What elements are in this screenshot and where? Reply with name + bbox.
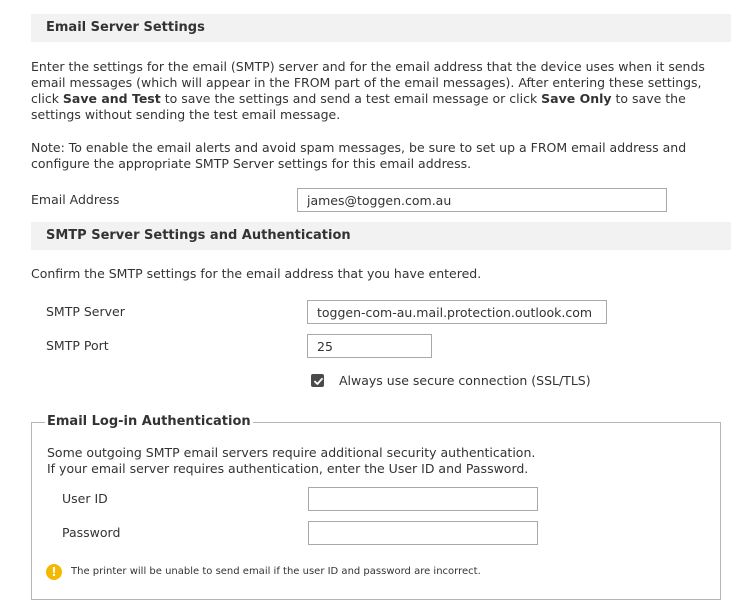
smtp-server-label: SMTP Server — [46, 304, 125, 319]
smtp-confirm-text: Confirm the SMTP settings for the email address that you have entered. — [31, 266, 482, 281]
secure-connection-checkbox[interactable] — [311, 374, 324, 387]
email-server-settings-heading: Email Server Settings — [31, 14, 731, 42]
auth-explanation-line-1: Some outgoing SMTP email servers require additional security authentication. — [47, 445, 536, 460]
intro-text-2: to save the settings and send a test email message or click — [160, 91, 542, 106]
smtp-settings-heading: SMTP Server Settings and Authentication — [31, 222, 731, 250]
user-id-label: User ID — [62, 491, 108, 506]
smtp-port-label: SMTP Port — [46, 338, 109, 353]
password-label: Password — [62, 525, 121, 540]
login-authentication-legend: Email Log-in Authentication — [47, 414, 251, 429]
warning-icon: ! — [46, 564, 62, 580]
intro-text-1: Enter the settings for the email (SMTP) server and for the email address that the device uses when it sends email messages (which will appear in the FROM part of the email messages). After entering these settings, click — [31, 59, 705, 106]
spam-note: Note: To enable the email alerts and avoid spam messages, be sure to set up a FROM email address and configure the appropriate SMTP Server settings for this email address. — [31, 140, 687, 171]
smtp-port-input[interactable] — [307, 334, 432, 358]
user-id-input[interactable] — [308, 487, 538, 511]
smtp-server-input[interactable] — [307, 300, 607, 324]
email-address-label: Email Address — [31, 192, 120, 207]
checkmark-icon — [313, 376, 324, 387]
save-only-reference: Save Only — [541, 91, 612, 106]
secure-connection-label: Always use secure connection (SSL/TLS) — [339, 373, 591, 388]
password-input[interactable] — [308, 521, 538, 545]
auth-warning-text: The printer will be unable to send email if the user ID and password are incorrect. — [71, 566, 481, 577]
auth-explanation-line-2: If your email server requires authentication, enter the User ID and Password. — [47, 461, 529, 476]
intro-text-3: to save the settings without sending the test email message. — [31, 91, 686, 122]
email-address-input[interactable] — [297, 188, 667, 212]
email-server-intro — [31, 59, 731, 123]
save-and-test-reference: Save and Test — [62, 91, 161, 106]
